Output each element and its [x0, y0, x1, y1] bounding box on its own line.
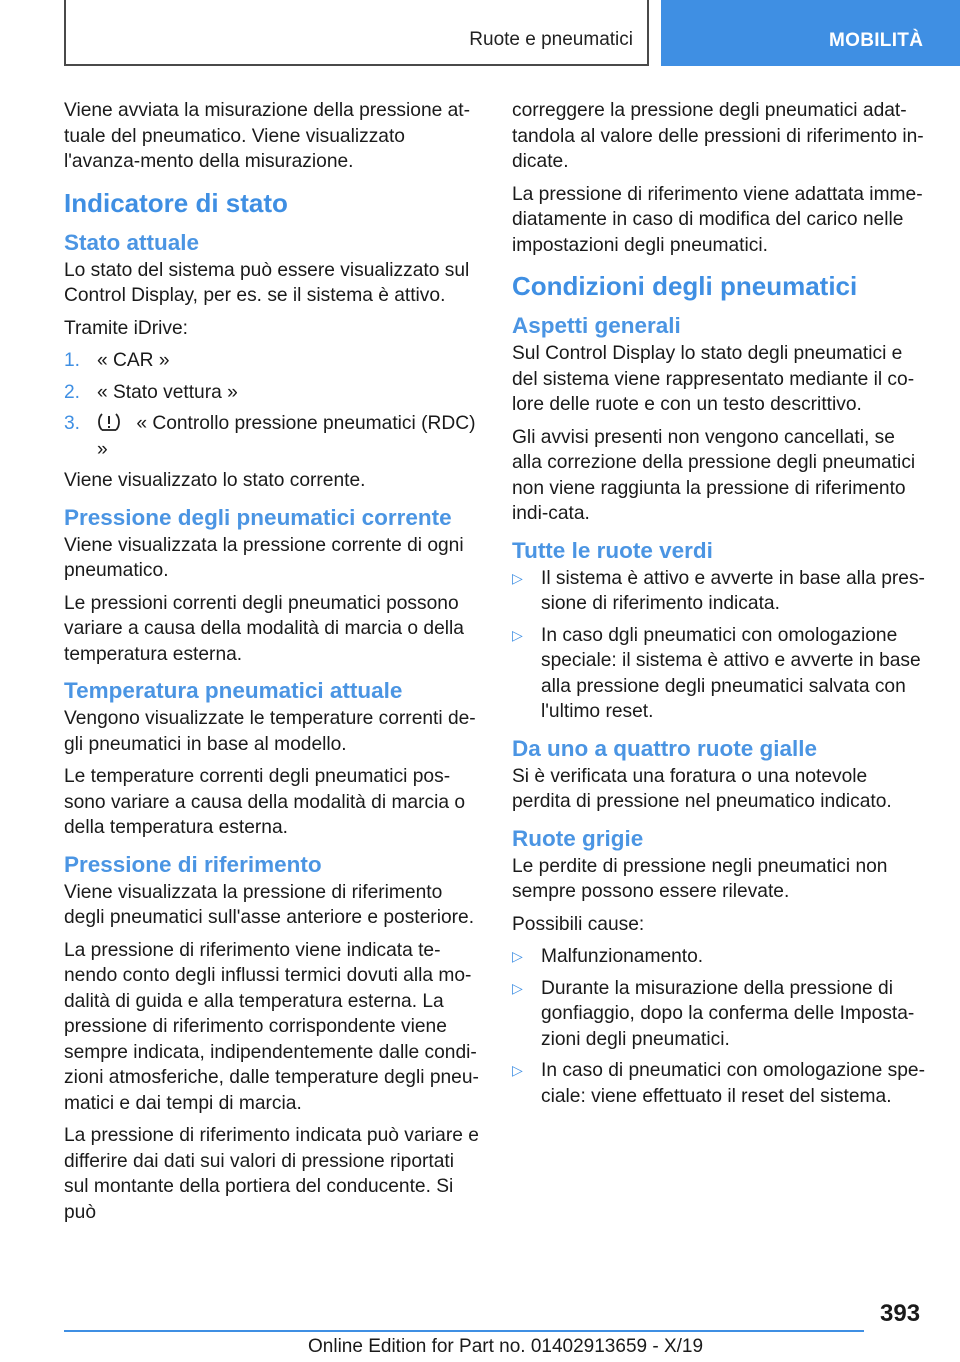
triangle-bullet-icon: ▷	[512, 979, 523, 996]
triangle-bullet-icon: ▷	[512, 626, 523, 643]
verdi-list	[512, 566, 928, 725]
heading-pressione-corrente: Pressione degli pneumatici corrente	[64, 504, 452, 530]
list-item-text: Malfunzionamento.	[541, 946, 704, 967]
triangle-bullet-icon: ▷	[512, 1062, 523, 1078]
stato-paragraph: Lo stato del sistema può essere visualizzato sul Control Display, per es. se il sistema è attivo.	[64, 259, 470, 306]
step-number: 1.	[64, 350, 81, 371]
list-item-text: In caso di pneumatici con omologazione spe-ciale: viene effettuato il reset del sistema.	[541, 1060, 925, 1107]
list-item	[512, 1058, 928, 1109]
riferimento-paragraph-1: Viene visualizzata la pressione di riferimento degli pneumatici sull'asse anteriore e posteriore.	[64, 881, 475, 928]
heading-ruote-gialle: Da uno a quattro ruote gialle	[512, 735, 818, 761]
heading-indicatore-di-stato: Indicatore di stato	[64, 187, 288, 218]
chapter-tab-label: MOBILITÀ	[829, 30, 924, 51]
aspetti-paragraph-1: Sul Control Display lo stato degli pneumatici e del sistema viene rappresentato mediante il co-lore delle ruote e con un testo descrittivo.	[512, 343, 915, 415]
step-number: 3.	[64, 413, 81, 434]
aspetti-paragraph-2: Gli avvisi presenti non vengono cancellati, se alla correzione della pressione degli pneumatici non viene raggiunta la pressione di riferimento indi-cata.	[512, 426, 916, 524]
intro-paragraph: Viene avviata la misurazione della pressione at-tuale del pneumatico. Viene visualizzato l'avanza-mento della misurazione.	[64, 100, 471, 172]
step-item	[64, 380, 482, 406]
list-item	[512, 944, 928, 970]
pressione-corrente-paragraph-1: Viene visualizzata la pressione corrente di ogni pneumatico.	[64, 534, 464, 581]
page-number: 393	[880, 1300, 921, 1327]
header-section-box	[64, 0, 649, 66]
heading-condizioni-pneumatici: Condizioni degli pneumatici	[512, 271, 858, 301]
tramite-idrive: Tramite iDrive:	[64, 317, 189, 339]
stato-corrente-paragraph: Viene visualizzato lo stato corrente.	[64, 470, 366, 491]
idrive-steps	[64, 348, 482, 462]
heading-stato-attuale: Stato attuale	[64, 229, 200, 255]
step-item	[64, 348, 482, 374]
list-item	[512, 976, 928, 1053]
step-text: « CAR »	[97, 350, 170, 371]
step-text: « Stato vettura »	[97, 381, 238, 403]
grigie-paragraph-1: Le perdite di pressione negli pneumatici non sempre possono essere rilevate.	[512, 855, 888, 902]
temperatura-paragraph-1: Vengono visualizzate le temperature correnti de-gli pneumatici in base al modello.	[64, 708, 476, 755]
triangle-bullet-icon: ▷	[512, 569, 523, 586]
continuation-paragraph-2: La pressione di riferimento viene adattata imme-diatamente in caso di modifica del carico nelle impostazioni degli pneumatici.	[512, 183, 923, 256]
list-item-text: Durante la misurazione della pressione di gonfiaggio, dopo la conferma delle Imposta-zioni degli pneumatici.	[541, 977, 915, 1050]
grigie-list	[512, 944, 928, 1109]
triangle-bullet-icon: ▷	[512, 948, 523, 964]
step-text: « Controllo pressione pneumatici (RDC) »	[97, 413, 476, 460]
tire-pressure-warning-icon	[97, 411, 121, 433]
chapter-tab[interactable]	[661, 0, 960, 66]
left-column	[64, 98, 482, 1232]
temperatura-paragraph-2: Le temperature correnti degli pneumatici pos-sono variare a causa della modalità di marcia o della temperatura esterna.	[64, 766, 466, 838]
riferimento-paragraph-2: La pressione di riferimento viene indicata te-nendo conto degli influssi termici dovuti alla mo-dalità di guida e alla temperatura esterna. La pressione di riferimento corrispondente viene sempre indicata, indipendentemente dalle condi-zioni atmosferiche, dalle temperature degli pneu-matici e dai tempi di marcia.	[64, 939, 479, 1114]
pressione-corrente-paragraph-2: Le pressioni correnti degli pneumatici possono variare a causa della modalità di marcia o della temperatura esterna.	[64, 592, 464, 665]
grigie-paragraph-2: Possibili cause:	[512, 913, 645, 935]
footer-divider	[64, 1330, 864, 1332]
edition-text: Online Edition for Part no. 01402913659 - X/19	[308, 1336, 704, 1357]
heading-temperatura: Temperatura pneumatici attuale	[64, 678, 403, 703]
step-number: 2.	[64, 381, 81, 403]
list-item-text: In caso dgli pneumatici con omologazione speciale: il sistema è attivo e avverte in base alla pressione degli pneumatici salvata con l'ultimo reset.	[541, 624, 921, 722]
continuation-paragraph-1: correggere la pressione degli pneumatici adat-tandola al valore delle pressioni di riferimento in-dicate.	[512, 100, 924, 172]
right-column	[512, 98, 928, 1115]
step-item	[64, 411, 482, 462]
heading-pressione-riferimento: Pressione di riferimento	[64, 851, 322, 877]
list-item	[512, 623, 928, 725]
list-item-text: Il sistema è attivo e avverte in base alla pres-sione di riferimento indicata.	[541, 567, 925, 614]
heading-aspetti-generali: Aspetti generali	[512, 313, 681, 338]
riferimento-paragraph-3: La pressione di riferimento indicata può variare e differire dai dati sui valori di pressione riportati sul montante della portiera del conducente. Si può	[64, 1125, 479, 1223]
heading-ruote-verdi: Tutte le ruote verdi	[512, 537, 713, 563]
gialle-paragraph: Si è verificata una foratura o una notevole perdita di pressione nel pneumatico indicato.	[512, 765, 892, 812]
section-title: Ruote e pneumatici	[469, 29, 633, 50]
heading-ruote-grigie: Ruote grigie	[512, 825, 644, 851]
list-item	[512, 566, 928, 617]
